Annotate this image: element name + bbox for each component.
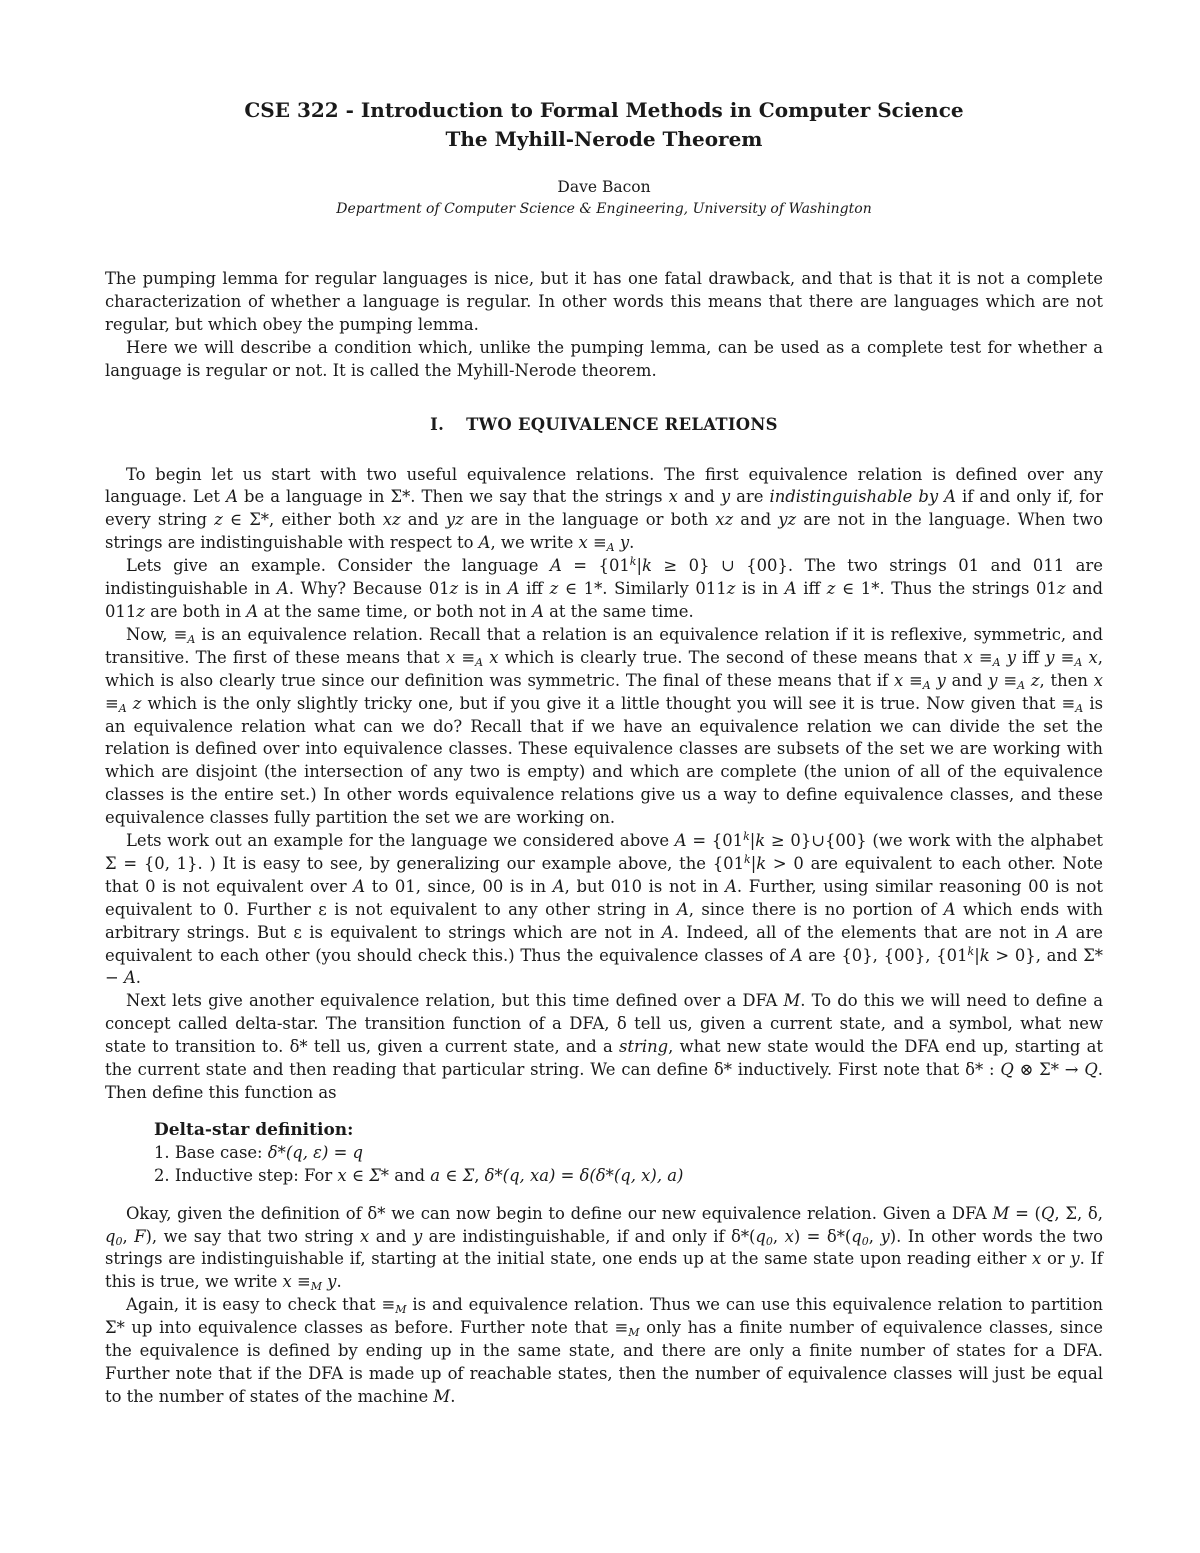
text-run: is an equivalence relation what can we do? Recall that if we have an equivalence relation we can divide the set the relation is defined over into equivalence classes. These equivalence classes are subsets of the set we are working with which are disjoint (the intersection of any two is empty) and which are complete (the union of all of the equivalence classes is the entire set.) In other words equivalence relations give us a way to define equivalence classes, and these equivalence classes fully partition the set we are working on.: [105, 693, 1103, 828]
definition-item-2: [154, 1165, 1103, 1188]
text-run: ,: [474, 1165, 485, 1185]
paragraph-example: [105, 555, 1103, 624]
math-var: yz: [778, 510, 797, 530]
math-var: y: [614, 533, 630, 553]
math-superscript: k: [744, 852, 751, 866]
math-var: A: [353, 876, 366, 896]
math-subscript: M: [628, 1326, 640, 1340]
math-var: x: [1032, 1249, 1042, 1269]
math-subscript: A: [922, 678, 931, 692]
math-expr: x ≡: [105, 670, 1103, 713]
math-var: A: [790, 945, 803, 965]
math-subscript: A: [1075, 701, 1084, 715]
text-run: = {01: [561, 556, 630, 576]
math-subscript: A: [475, 655, 484, 669]
math-var: A: [507, 579, 520, 599]
math-var: A: [478, 533, 491, 553]
math-var: xz: [715, 510, 734, 530]
math-var: k: [979, 945, 990, 965]
text-run: 1. Base case:: [154, 1142, 268, 1162]
text-run: , then: [1039, 670, 1094, 690]
text-run: at the same time.: [543, 601, 694, 621]
paper-title: CSE 322 - Introduction to Formal Methods in Computer Science: [244, 98, 964, 122]
math-var: A: [123, 968, 136, 988]
math-var: k: [642, 556, 652, 576]
text-run: Lets work out an example for the language we considered above: [126, 831, 675, 851]
text-run: and 011: [105, 579, 1104, 621]
text-run: ,: [868, 1226, 881, 1246]
text-run: which is the only slightly tricky one, but if you give it a little thought you will see it is true. Now given that ≡: [141, 693, 1076, 713]
text-run: and: [677, 487, 721, 507]
text-run: , since there is no portion of: [688, 899, 944, 919]
text-run: . If this is true, we write: [105, 1249, 1103, 1292]
paragraph-equivalence-classes-example: [105, 830, 1103, 990]
text-run: ⊗ Σ* →: [1013, 1060, 1085, 1080]
text-run: . Then define this function as: [105, 1060, 1103, 1102]
text-run: ). In other words the two strings are indistinguishable if, starting at the initial state, one ends up at the same state upon reading either: [105, 1226, 1104, 1269]
math-var: Q: [1040, 1203, 1055, 1223]
text-run: . To do this we will need to define a concept called delta-star. The transition function of a DFA, δ tell us, given a current state, and a symbol, what new state to transition to. δ* tell us, given a current state, and a: [105, 991, 1104, 1057]
math-subscript: 0: [861, 1234, 869, 1248]
text-run: is and equivalence relation. Thus we can use this equivalence relation to partition Σ* up into equivalence classes as before. Further note that ≡: [105, 1295, 1103, 1338]
math-expr: y ≡: [1045, 647, 1075, 667]
math-subscript: 0: [115, 1234, 123, 1248]
text-run: ) = δ*(: [793, 1226, 852, 1246]
math-var: z: [214, 510, 223, 530]
math-var: y: [1070, 1249, 1080, 1269]
emphasis: string: [619, 1037, 669, 1057]
math-subscript: A: [1017, 678, 1026, 692]
math-subscript: A: [1074, 655, 1083, 669]
text-run: ,: [122, 1226, 135, 1246]
math-var: A: [549, 556, 562, 576]
text-run: and: [945, 670, 989, 690]
math-var: Q: [1084, 1060, 1098, 1080]
math-var: M: [783, 991, 801, 1011]
text-run: at the same time, or both not in: [258, 601, 533, 621]
text-run: .: [629, 533, 635, 553]
title-block: [105, 96, 1103, 220]
math-var: k: [755, 831, 766, 851]
definition-title: Delta-star definition:: [154, 1119, 354, 1140]
math-var: y: [930, 670, 946, 690]
math-var: y: [720, 487, 731, 507]
text-run: |: [749, 831, 756, 851]
math-superscript: k: [743, 830, 750, 844]
paragraph-delta-star-intro: [105, 990, 1103, 1105]
text-run: and: [369, 1226, 413, 1246]
math-var: z: [549, 579, 559, 599]
math-subscript: A: [606, 541, 615, 555]
paper-subtitle: The Myhill-Nerode Theorem: [445, 127, 763, 151]
text-run: Again, it is easy to check that ≡: [126, 1295, 396, 1315]
math-var: yz: [445, 510, 464, 530]
math-var: M: [992, 1203, 1010, 1223]
paper-body: [105, 268, 1103, 1409]
text-run: is an equivalence relation. Recall that a relation is an equivalence relation if it is reflexive, symmetric, and transitive. The first of these means that: [105, 624, 1103, 667]
math-var: x: [1082, 647, 1098, 667]
text-run: .: [336, 1272, 342, 1292]
math-expr: a ∈ Σ: [430, 1165, 475, 1185]
math-var: z: [1025, 670, 1040, 690]
text-run: and: [733, 510, 779, 530]
text-run: are indistinguishable, if and only if δ*(: [422, 1226, 756, 1246]
text-run: |: [974, 945, 980, 965]
text-run: are: [730, 487, 770, 507]
math-var: q: [851, 1226, 862, 1246]
math-subscript: M: [395, 1303, 407, 1317]
definition-block: [154, 1119, 1103, 1188]
text-run: , Σ, δ,: [1054, 1203, 1103, 1223]
math-var: A: [532, 601, 544, 621]
section-title: TWO EQUIVALENCE RELATIONS: [466, 414, 778, 434]
text-run: , but 010 is not in: [564, 876, 726, 896]
emphasis: indistinguishable by A: [769, 487, 956, 507]
text-run: iff: [519, 579, 550, 599]
text-run: iff: [796, 579, 827, 599]
math-var: z: [449, 579, 459, 599]
math-var: Q: [1000, 1060, 1014, 1080]
text-run: , which is also clearly true since our definition was symmetric. The final of these means that if: [105, 647, 1103, 690]
math-expr: x ≡: [893, 670, 923, 690]
math-var: A: [784, 579, 797, 599]
text-run: Now, ≡: [126, 624, 188, 644]
text-run: , we write: [490, 533, 579, 553]
text-run: are not in the language. When two strings are indistinguishable with respect to: [105, 510, 1103, 553]
author-name: Dave Bacon: [557, 178, 651, 196]
text-run: be a language in Σ*. Then we say that the strings: [237, 487, 669, 507]
text-run: 2. Inductive step: For: [154, 1165, 338, 1185]
math-var: A: [676, 899, 689, 919]
text-run: = {01: [686, 831, 744, 851]
text-run: .: [135, 968, 142, 988]
text-run: = (: [1009, 1203, 1041, 1223]
text-run: > 0}, and Σ* −: [105, 945, 1103, 988]
text-run: is in: [458, 579, 508, 599]
paragraph-dfa-equivalence: [105, 1203, 1103, 1295]
math-var: z: [826, 579, 836, 599]
math-var: q: [755, 1226, 766, 1246]
math-var: A: [1056, 922, 1069, 942]
math-subscript: 0: [765, 1234, 773, 1248]
text-run: > 0 are equivalent to each other. Note that 0 is not equivalent over: [105, 853, 1103, 896]
text-run: are both in: [144, 601, 247, 621]
section-heading: [105, 415, 1103, 434]
text-run: ≥ 0}∪{00} (we work with the alphabet Σ = {0, 1}. ) It is easy to see, by generalizing our example above, the {01: [105, 831, 1103, 873]
intro-paragraph-2: Here we will describe a condition which, unlike the pumping lemma, can be used as a complete test for whether a language is regular or not. It is called the Myhill-Nerode theorem.: [105, 337, 1103, 380]
math-expr: δ*(q, xa) = δ(δ*(q, x), a): [484, 1165, 684, 1185]
paragraph-indistinguishable: [105, 464, 1103, 556]
section-number: I.: [430, 414, 445, 434]
text-run: which is clearly true. The second of these means that: [498, 647, 964, 667]
math-var: A: [661, 922, 674, 942]
text-run: are {0}, {00}, {01: [802, 945, 968, 965]
text-run: ), we say that two string: [145, 1226, 361, 1246]
text-run: and: [389, 1165, 431, 1185]
math-var: A: [552, 876, 565, 896]
math-var: A: [725, 876, 737, 896]
text-run: ∈ 1*. Thus the strings 01: [835, 579, 1057, 599]
math-expr: x ≡: [578, 533, 607, 553]
math-subscript: A: [187, 632, 196, 646]
math-var: M: [433, 1386, 451, 1406]
math-subscript: A: [992, 655, 1001, 669]
text-run: ∈ 1*. Similarly 011: [558, 579, 727, 599]
math-expr: x ≡: [963, 647, 993, 667]
math-var: y: [880, 1226, 890, 1246]
math-expr: δ*(q, ε) = q: [267, 1142, 364, 1162]
math-var: z: [1056, 579, 1066, 599]
text-run: if and only if, for every string: [105, 487, 1103, 530]
math-superscript: k: [967, 944, 975, 958]
math-expr: y ≡: [988, 670, 1018, 690]
text-run: ∈ Σ*, either both: [222, 510, 383, 530]
text-run: . Indeed, all of the elements that are not in: [673, 922, 1057, 942]
math-subscript: A: [118, 701, 127, 715]
text-run: Okay, given the definition of δ* we can now begin to define our new equivalence relation. Given a DFA: [126, 1203, 993, 1223]
text-run: ,: [772, 1226, 785, 1246]
math-var: z: [126, 693, 142, 713]
text-run: Next lets give another equivalence relation, but this time defined over a DFA: [126, 991, 784, 1011]
text-run: . Further, using similar reasoning 00 is not equivalent to 0. Further ε is not equivalent to any other string in: [105, 876, 1103, 919]
math-var: x: [483, 647, 499, 667]
text-run: are in the language or both: [463, 510, 716, 530]
math-var: z: [726, 579, 736, 599]
paragraph-equivalence-relation: [105, 624, 1103, 830]
text-run: |: [750, 853, 757, 873]
math-var: z: [136, 601, 145, 621]
text-run: |: [636, 556, 642, 576]
author-affiliation: Department of Computer Science & Engineering, University of Washington: [336, 201, 872, 217]
text-run: To begin let us start with two useful equivalence relations. The first equivalence relation is defined over any language. Let: [105, 464, 1103, 507]
text-run: only has a finite number of equivalence classes, since the equivalence is defined by ending up in the same state, and there are only a finite number of states for a DFA. Further note that if the DFA is made up of reachable states, then the number of equivalence classes will just be equal to the number of states of the machine: [105, 1318, 1103, 1406]
math-var: x: [360, 1226, 370, 1246]
math-var: A: [943, 899, 956, 919]
math-expr: x ∈ Σ*: [337, 1165, 390, 1185]
text-run: to 01, since, 00 is in: [365, 876, 553, 896]
text-run: which ends with arbitrary strings. But ε is equivalent to strings which are not in: [105, 899, 1103, 942]
text-run: is in: [735, 579, 785, 599]
math-var: A: [246, 601, 259, 621]
intro-paragraph-1: The pumping lemma for regular languages is nice, but it has one fatal drawback, and that is that it is not a complete characterization of whether a language is regular. In other words this means that there are languages which are not regular, but which obey the pumping lemma.: [105, 269, 1103, 334]
text-run: . Why? Because 01: [288, 579, 450, 599]
math-var: A: [226, 487, 238, 507]
math-expr: x ≡: [282, 1272, 311, 1292]
math-var: x: [784, 1226, 794, 1246]
math-var: q: [105, 1226, 116, 1246]
text-run: are equivalent to each other (you should check this.) Thus the equivalence classes of: [105, 922, 1103, 965]
math-var: A: [276, 579, 289, 599]
paragraph-finite-classes: [105, 1294, 1103, 1409]
math-var: x: [668, 487, 678, 507]
definition-item-1: [154, 1142, 1103, 1165]
text-run: or: [1041, 1249, 1071, 1269]
text-run: Lets give an example. Consider the language: [126, 556, 550, 576]
text-run: .: [450, 1386, 456, 1406]
text-run: and: [400, 510, 446, 530]
math-var: xz: [382, 510, 401, 530]
math-expr: x ≡: [445, 647, 476, 667]
math-var: y: [1000, 647, 1016, 667]
math-var: y: [412, 1226, 423, 1246]
math-var: k: [756, 853, 767, 873]
math-var: A: [674, 831, 687, 851]
text-run: , what new state would the DFA end up, starting at the current state and then reading that particular string. We can define δ* inductively. First note that δ* :: [105, 1037, 1103, 1080]
math-var: y: [321, 1272, 337, 1292]
math-subscript: M: [310, 1280, 322, 1294]
math-var: F: [134, 1226, 146, 1246]
text-run: iff: [1015, 647, 1046, 667]
text-run: ≥ 0} ∪ {00}. The two strings 01 and 011 are indistinguishable in: [105, 556, 1103, 599]
math-superscript: k: [629, 555, 637, 569]
intro-section: [105, 268, 1103, 383]
